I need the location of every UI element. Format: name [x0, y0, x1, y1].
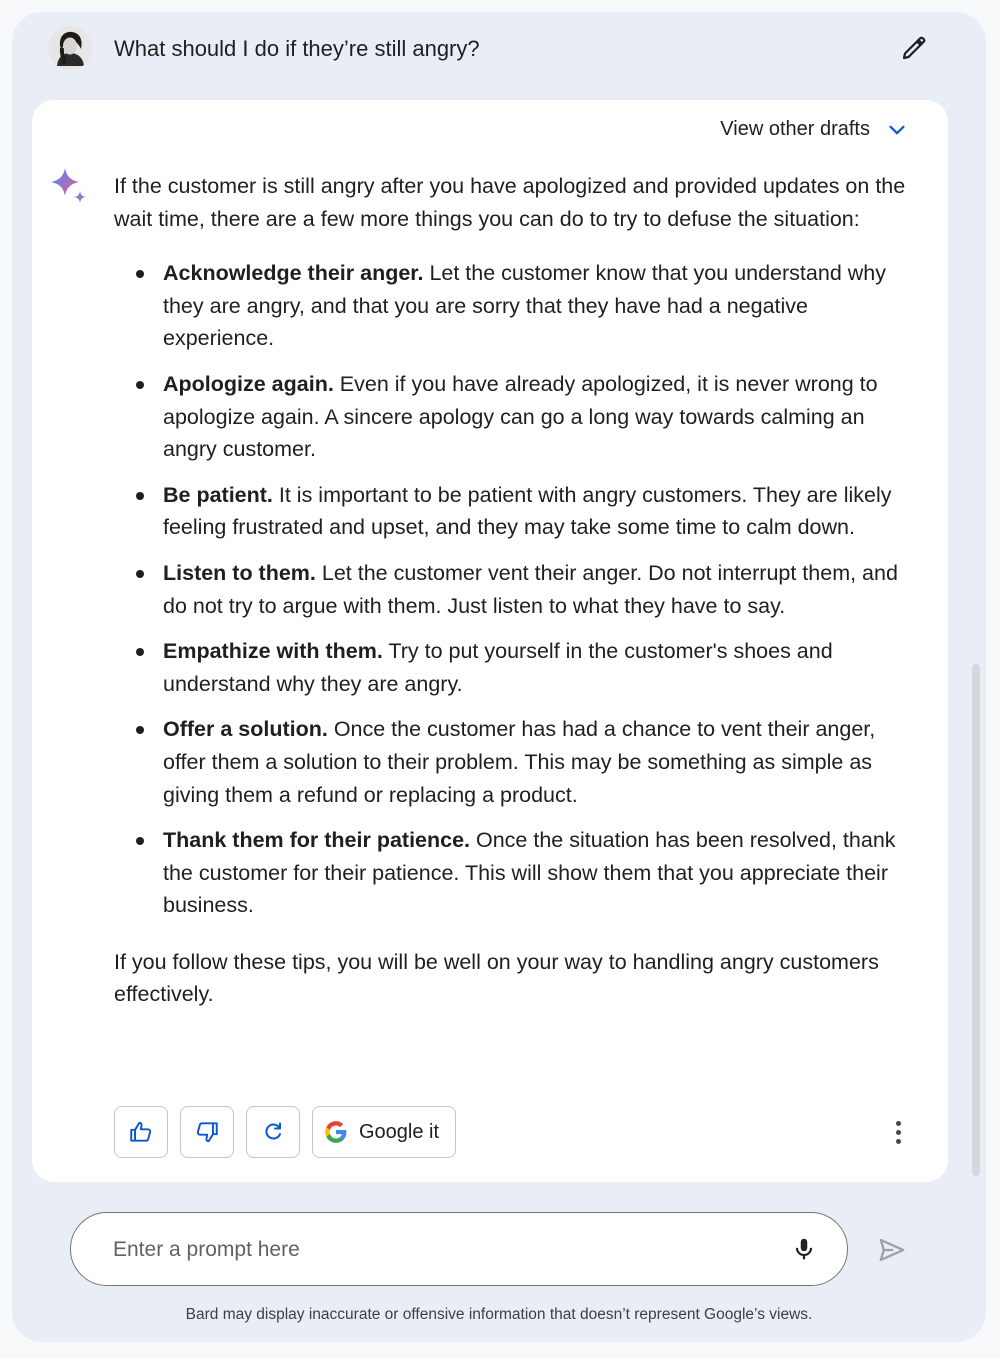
refresh-icon	[261, 1120, 285, 1144]
bard-chat-window	[12, 12, 986, 1342]
send-button[interactable]	[874, 1232, 910, 1268]
tip-title: Be patient.	[163, 482, 273, 507]
user-avatar	[48, 26, 92, 70]
thumbs-up-button[interactable]	[114, 1106, 168, 1158]
tip-text: Let the customer vent their anger. Do not interrupt them, and do not try to argue with them. Just listen to what they have to say.	[163, 560, 898, 618]
tip-text: Even if you have already apologized, it is never wrong to apologize again. A sincere apology can go a long way towards calming an angry customer.	[163, 371, 878, 462]
list-item	[163, 479, 914, 544]
response-text	[114, 170, 914, 1011]
list-item	[163, 713, 914, 811]
response-intro: If the customer is still angry after you have apologized and provided updates on the wait time, there are a few more things you can do to try to defuse the situation:	[114, 174, 906, 231]
list-item	[163, 635, 914, 700]
tip-title: Offer a solution.	[163, 717, 328, 742]
tip-text: Let the customer know that you understand why they are angry, and that you are sorry that they have had a negative experience.	[163, 261, 886, 351]
google-it-label: Google it	[359, 1120, 440, 1143]
chevron-down-icon	[886, 119, 908, 141]
send-icon	[877, 1235, 907, 1265]
scrollbar-thumb[interactable]	[972, 664, 980, 1176]
more-options-button[interactable]	[884, 1114, 912, 1150]
tip-text: Once the customer has had a chance to vent their anger, offer them a solution to their problem. This may be something as simple as giving them a refund or replacing a product.	[163, 717, 876, 807]
list-item	[163, 557, 914, 622]
response-card	[32, 100, 948, 1182]
prompt-input[interactable]	[111, 1213, 755, 1287]
pencil-icon	[899, 33, 929, 63]
view-other-drafts-label: View other drafts	[720, 118, 870, 140]
tip-text: Once the situation has been resolved, thank the customer for their patience. This will show them that you appreciate their business.	[163, 828, 896, 918]
prompt-bar	[70, 1212, 848, 1286]
tip-title: Acknowledge their anger.	[163, 261, 424, 286]
google-g-icon	[323, 1119, 349, 1145]
tips-list	[114, 257, 914, 922]
list-item	[163, 824, 914, 922]
tip-title: Listen to them.	[163, 560, 316, 585]
bard-sparkle-icon	[48, 166, 92, 210]
tip-title: Empathize with them.	[163, 639, 383, 664]
list-item	[163, 257, 914, 355]
tip-title: Thank them for their patience.	[163, 828, 471, 853]
microphone-icon	[791, 1236, 817, 1262]
view-other-drafts-button[interactable]	[720, 118, 908, 141]
thumbs-up-icon	[128, 1119, 154, 1145]
tip-text: Try to put yourself in the customer's shoes and understand why they are angry.	[163, 639, 833, 696]
user-prompt-text: What should I do if they’re still angry?	[114, 36, 480, 61]
regenerate-button[interactable]	[246, 1106, 300, 1158]
response-actions	[114, 1106, 456, 1158]
more-vert-icon	[896, 1130, 901, 1135]
tip-title: Apologize again.	[163, 371, 334, 396]
more-vert-icon	[896, 1121, 901, 1126]
thumbs-down-button[interactable]	[180, 1106, 234, 1158]
more-vert-icon	[896, 1139, 901, 1144]
disclaimer-text: Bard may display inaccurate or offensive information that doesn’t represent Google’s views.	[185, 1306, 813, 1323]
list-item	[163, 368, 914, 466]
response-outro: If you follow these tips, you will be well on your way to handling angry customers effectively.	[114, 949, 879, 1007]
thumbs-down-icon	[194, 1119, 220, 1145]
tip-text: It is important to be patient with angry customers. They are likely feeling frustrated and upset, and they may take some time to calm down.	[163, 482, 892, 540]
google-it-button[interactable]	[312, 1106, 456, 1158]
edit-prompt-button[interactable]	[896, 30, 932, 66]
microphone-button[interactable]	[789, 1234, 819, 1264]
